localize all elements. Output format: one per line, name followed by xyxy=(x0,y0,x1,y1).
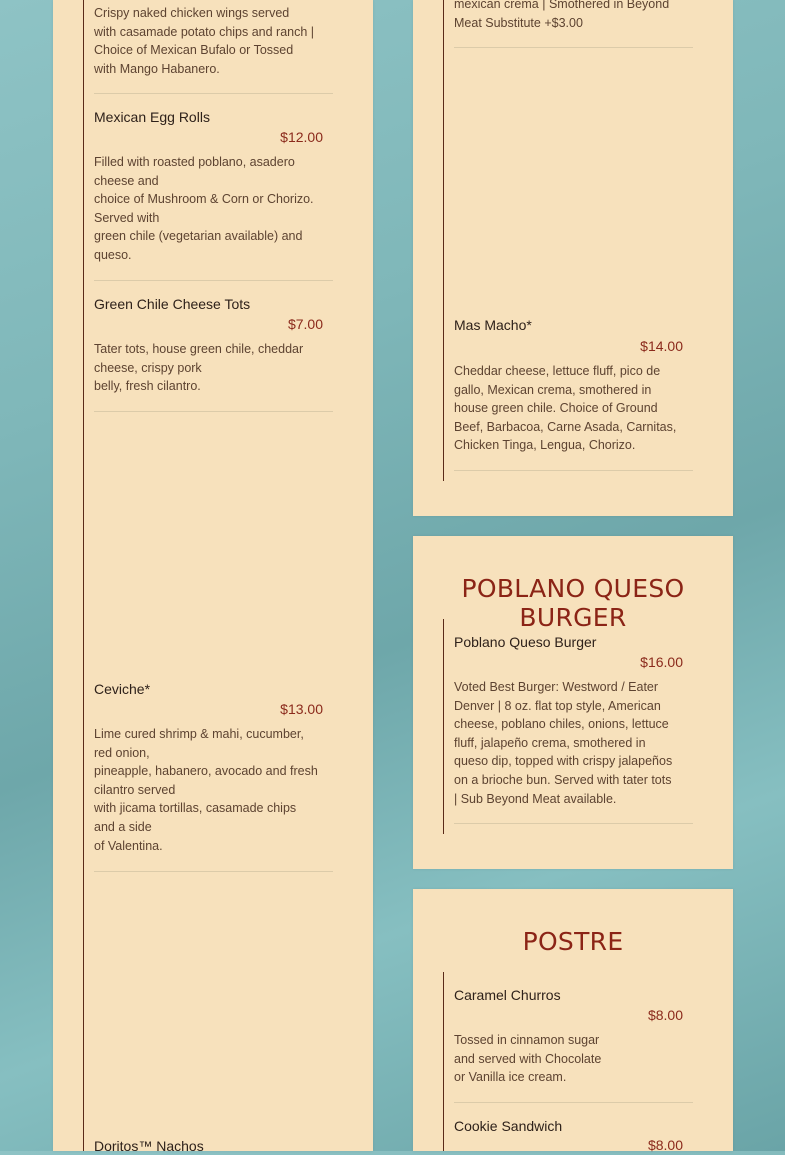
wings-description: Crispy naked chicken wings served with casamade potato chips and ranch | Choice of Mexican Bufalo or Tossed with Mango Habanero. xyxy=(94,6,315,76)
menu-item-price: $12.00 xyxy=(280,129,323,145)
menu-item-price: $14.00 xyxy=(640,338,683,354)
menu-item-price: $8.00 xyxy=(647,1137,683,1153)
menu-item-name[interactable]: Mexican Egg Rolls xyxy=(94,109,210,125)
burger-section-panel xyxy=(413,536,733,869)
left-menu-panel xyxy=(53,0,373,1154)
menu-item-price: $8.00 xyxy=(647,1007,683,1023)
menu-item-description: Lime cured shrimp & mahi, cucumber, red onion, pineapple, habanero, avocado and fresh cilantro served with jicama tortillas, casamade chips and a side of Valentina. xyxy=(94,727,318,853)
separator xyxy=(454,470,693,471)
separator xyxy=(454,47,693,48)
right-top-vertical-rule xyxy=(443,0,444,481)
section-title: POBLANO QUESO BURGER xyxy=(461,574,685,632)
separator xyxy=(454,823,693,824)
menu-item-description: Filled with roasted poblano, asadero cheese and choice of Mushroom & Corn or Chorizo. Served with green chile (vegetarian available) and queso. xyxy=(94,155,314,262)
menu-item-name[interactable]: Caramel Churros xyxy=(454,987,561,1003)
menu-item-name[interactable]: Green Chile Cheese Tots xyxy=(94,296,251,312)
left-vertical-rule xyxy=(83,0,84,1151)
separator xyxy=(94,93,333,94)
menu-item-price: $13.00 xyxy=(280,701,323,717)
menu-item-description: mexican crema | Smothered in Beyond Meat Substitute +$3.00 xyxy=(454,0,670,30)
separator xyxy=(94,871,333,872)
separator xyxy=(454,1102,693,1103)
separator xyxy=(94,280,333,281)
menu-item-name[interactable]: Poblano Queso Burger xyxy=(454,634,597,650)
menu-item-name[interactable]: Mas Macho* xyxy=(454,317,532,333)
section-title: POSTRE xyxy=(522,927,624,956)
right-top-panel xyxy=(413,0,733,516)
menu-item-name[interactable]: Ceviche* xyxy=(94,681,151,697)
section-vertical-rule xyxy=(443,619,444,834)
separator xyxy=(94,411,333,412)
menu-item-name[interactable]: Doritos™ Nachos xyxy=(94,1138,204,1154)
menu-item-description: Tossed in cinnamon sugar and served with Chocolate or Vanilla ice cream. xyxy=(454,1033,602,1085)
menu-item-price: $16.00 xyxy=(640,654,683,670)
menu-item-name[interactable]: Cookie Sandwich xyxy=(454,1118,563,1134)
menu-item-description: Cheddar cheese, lettuce fluff, pico de gallo, Mexican crema, smothered in house green chile. Choice of Ground Beef, Barbacoa, Carne Asada, Carnitas, Chicken Tinga, Lengua, Chorizo. xyxy=(454,364,677,453)
menu-item-price: $7.00 xyxy=(287,316,323,332)
section-vertical-rule xyxy=(443,972,444,1151)
menu-item-description: Voted Best Burger: Westword / Eater Denver | 8 oz. flat top style, American cheese, poblano chiles, onions, lettuce fluff, jalapeño crema, smothered in queso dip, topped with crispy jalapeños on a brioche bun. Served with tater tots | Sub Beyond Meat available. xyxy=(454,680,673,806)
postre-section-panel xyxy=(413,889,733,1151)
menu-item-description: Tater tots, house green chile, cheddar cheese, crispy pork belly, fresh cilantro. xyxy=(94,342,304,394)
